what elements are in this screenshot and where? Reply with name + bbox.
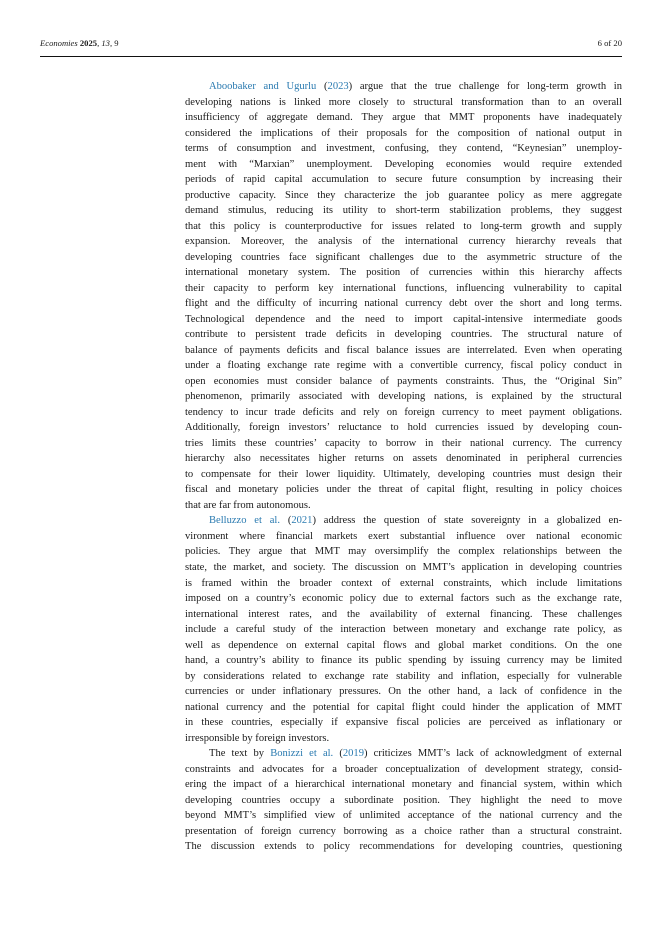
text-line: The text by Bonizzi et al. (2019) criticizes MMT’s lack of acknowledgment of external — [209, 748, 622, 760]
text-line: hierarchy also necessitates higher returns on assets denominated in peripheral currencies — [185, 453, 622, 465]
citation-link[interactable]: Belluzzo et al. — [209, 515, 280, 527]
text-line: flight and the difficulty of incurring national currency debt over the short and long terms. — [185, 298, 622, 310]
text-line: beyond MMT’s simplified view of unlimited acceptance of the national currency and the — [185, 810, 622, 822]
text-line: that this policy is counterproductive for issues related to long-term growth and supply — [185, 220, 622, 232]
text-line: constraints and advocates for a broader conceptualization of development strategy, consid- — [185, 763, 622, 775]
text-line: policies. They argue that MMT may oversimplify the complex relationships between the — [185, 546, 622, 558]
text-line: irresponsible by foreign investors. — [185, 732, 330, 744]
journal-issue: 9 — [114, 38, 119, 48]
text-line: considered the implications of their proposals for the composition of national output in — [185, 127, 622, 139]
citation-year-link[interactable]: 2023 — [327, 81, 349, 92]
text-line: presentation of foreign currency borrowing as a choice rather than a structural constraint. — [185, 825, 622, 837]
journal-volume: 13 — [101, 38, 110, 48]
line-text: ) address the question of state sovereignty in a globalized en- — [312, 515, 623, 527]
citation-link[interactable]: Aboobaker and Ugurlu — [209, 81, 317, 92]
text-line: state, the market, and society. The discussion on MMT’s application in developing countries — [185, 561, 622, 573]
text-line: terms of consumption and investment, confusing, they contend, “Keynesian” unemploy- — [185, 143, 622, 155]
text-line: ering the impact of a hierarchical international monetary and financial system, within which — [185, 779, 622, 791]
paragraph — [185, 746, 622, 855]
text-line: phenomenon, primarily associated with developing nations, is explained by the structural — [185, 391, 622, 403]
text-line: Additionally, foreign investors’ reluctance to hold currencies issued by developing coun- — [185, 422, 622, 434]
text-line: international monetary system. The position of currencies within this hierarchy affects — [185, 267, 622, 279]
journal-name: Economies — [40, 38, 78, 48]
text-line: national currency and the potential for capital flight could hinder the application of MMT — [185, 701, 622, 713]
text-line: expansion. Moreover, the analysis of the international currency hierarchy reveals that — [185, 236, 622, 248]
running-header: Economies 2025, 13, 9 — [40, 38, 119, 48]
article-body — [185, 79, 622, 855]
text-line: by considerations related to exchange rate stability and inflation, especially for vulnerable — [185, 670, 622, 682]
line-text: ) argue that the true challenge for long-term growth in — [348, 81, 622, 92]
citation-year-link[interactable]: 2021 — [291, 515, 313, 527]
text-line: tendency to incur trade deficits and rely on foreign currency to meet payment obligations. — [185, 406, 622, 418]
text-line: that are far from autonomous. — [185, 499, 311, 511]
text-line: to compensate for their lower liquidity. Ultimately, developing countries must design their — [185, 468, 622, 480]
line-text: ) criticizes MMT’s lack of acknowledgment of external — [363, 748, 622, 760]
journal-year: 2025 — [79, 38, 98, 48]
page-number: 6 of 20 — [597, 38, 622, 48]
text-line: Belluzzo et al. (2021) address the question of state sovereignty in a globalized en- — [209, 515, 623, 527]
text-line: Aboobaker and Ugurlu (2023) argue that the true challenge for long-term growth in — [209, 81, 622, 92]
text-line: tries limits these countries’ capacity to borrow in their national currency. The currency — [185, 437, 622, 449]
header-rule — [40, 56, 622, 57]
text-line: include a careful study of the interaction between monetary and exchange rate policy, as — [185, 624, 622, 636]
citation-link[interactable]: Bonizzi et al. — [270, 748, 334, 760]
text-line: periods of rapid capital accumulation to secure future consumption by increasing their — [185, 174, 622, 186]
text-line: currencies or under inflationary pressures. On the other hand, a lack of confidence in the — [185, 686, 622, 698]
text-line: ment with “Marxian” unemployment. Developing economies would require extended — [185, 158, 622, 170]
text-line: developing nations is linked more closely to structural transformation than to an overall — [185, 96, 622, 108]
citation-year-link[interactable]: 2019 — [342, 748, 364, 760]
paragraph — [185, 513, 622, 746]
text-line: fiscal and monetary policies under the threat of capital flight, resulting in policy choices — [185, 484, 622, 496]
text-line: imposed on a country’s economic policy due to external factors such as the exchange rate, — [185, 593, 622, 605]
text-line: Technological dependence and the need to import capital-intensive intermediate goods — [185, 313, 622, 325]
text-line: developing countries face significant challenges due to the asymmetric structure of the — [185, 251, 622, 263]
text-line: in these countries, especially if expansive fiscal policies are perceived as inflationary or — [185, 717, 622, 729]
text-line: international interest rates, and the availability of external financing. These challenges — [185, 608, 622, 620]
paragraph — [185, 79, 622, 513]
text-line: developing countries occupy a subordinate position. They highlight the need to move — [185, 794, 622, 806]
text-line: hand, a country’s ability to finance its public spending by issuing currency may be limited — [185, 655, 622, 667]
text-line: their capacity to perform key international functions, influencing vulnerability to capital — [185, 282, 622, 294]
line-text: The text by — [209, 748, 271, 760]
text-line: contribute to persistent trade deficits in developing countries. The structural nature of — [185, 329, 622, 341]
text-line: insufficiency of aggregate demand. They argue that MMT proponents have inadequately — [185, 112, 622, 124]
text-line: under a floating exchange rate regime with a convertible currency, fiscal policy conduct in — [185, 360, 622, 372]
text-line: balance of payments deficits and fiscal balance issues are interrelated. Even when operating — [185, 344, 622, 356]
text-line: productive capacity. Since they characterize the job guarantee policy as mere aggregate — [185, 189, 622, 201]
text-line: open economies must consider balance of payments constraints. Thus, the “Original Sin” — [185, 375, 622, 387]
text-line: demand stimulus, reducing its utility to short-term stabilization problems, they suggest — [185, 205, 622, 217]
text-line: vironment where financial markets exert substantial influence over national economic — [185, 530, 622, 542]
text-line: is framed within the broader context of external constraints, which include limitations — [185, 577, 622, 589]
text-line: well as dependence on external capital flows and global market conditions. On the one — [185, 639, 622, 651]
text-line: The discussion extends to policy recommendations for developing countries, questioning — [185, 841, 622, 853]
